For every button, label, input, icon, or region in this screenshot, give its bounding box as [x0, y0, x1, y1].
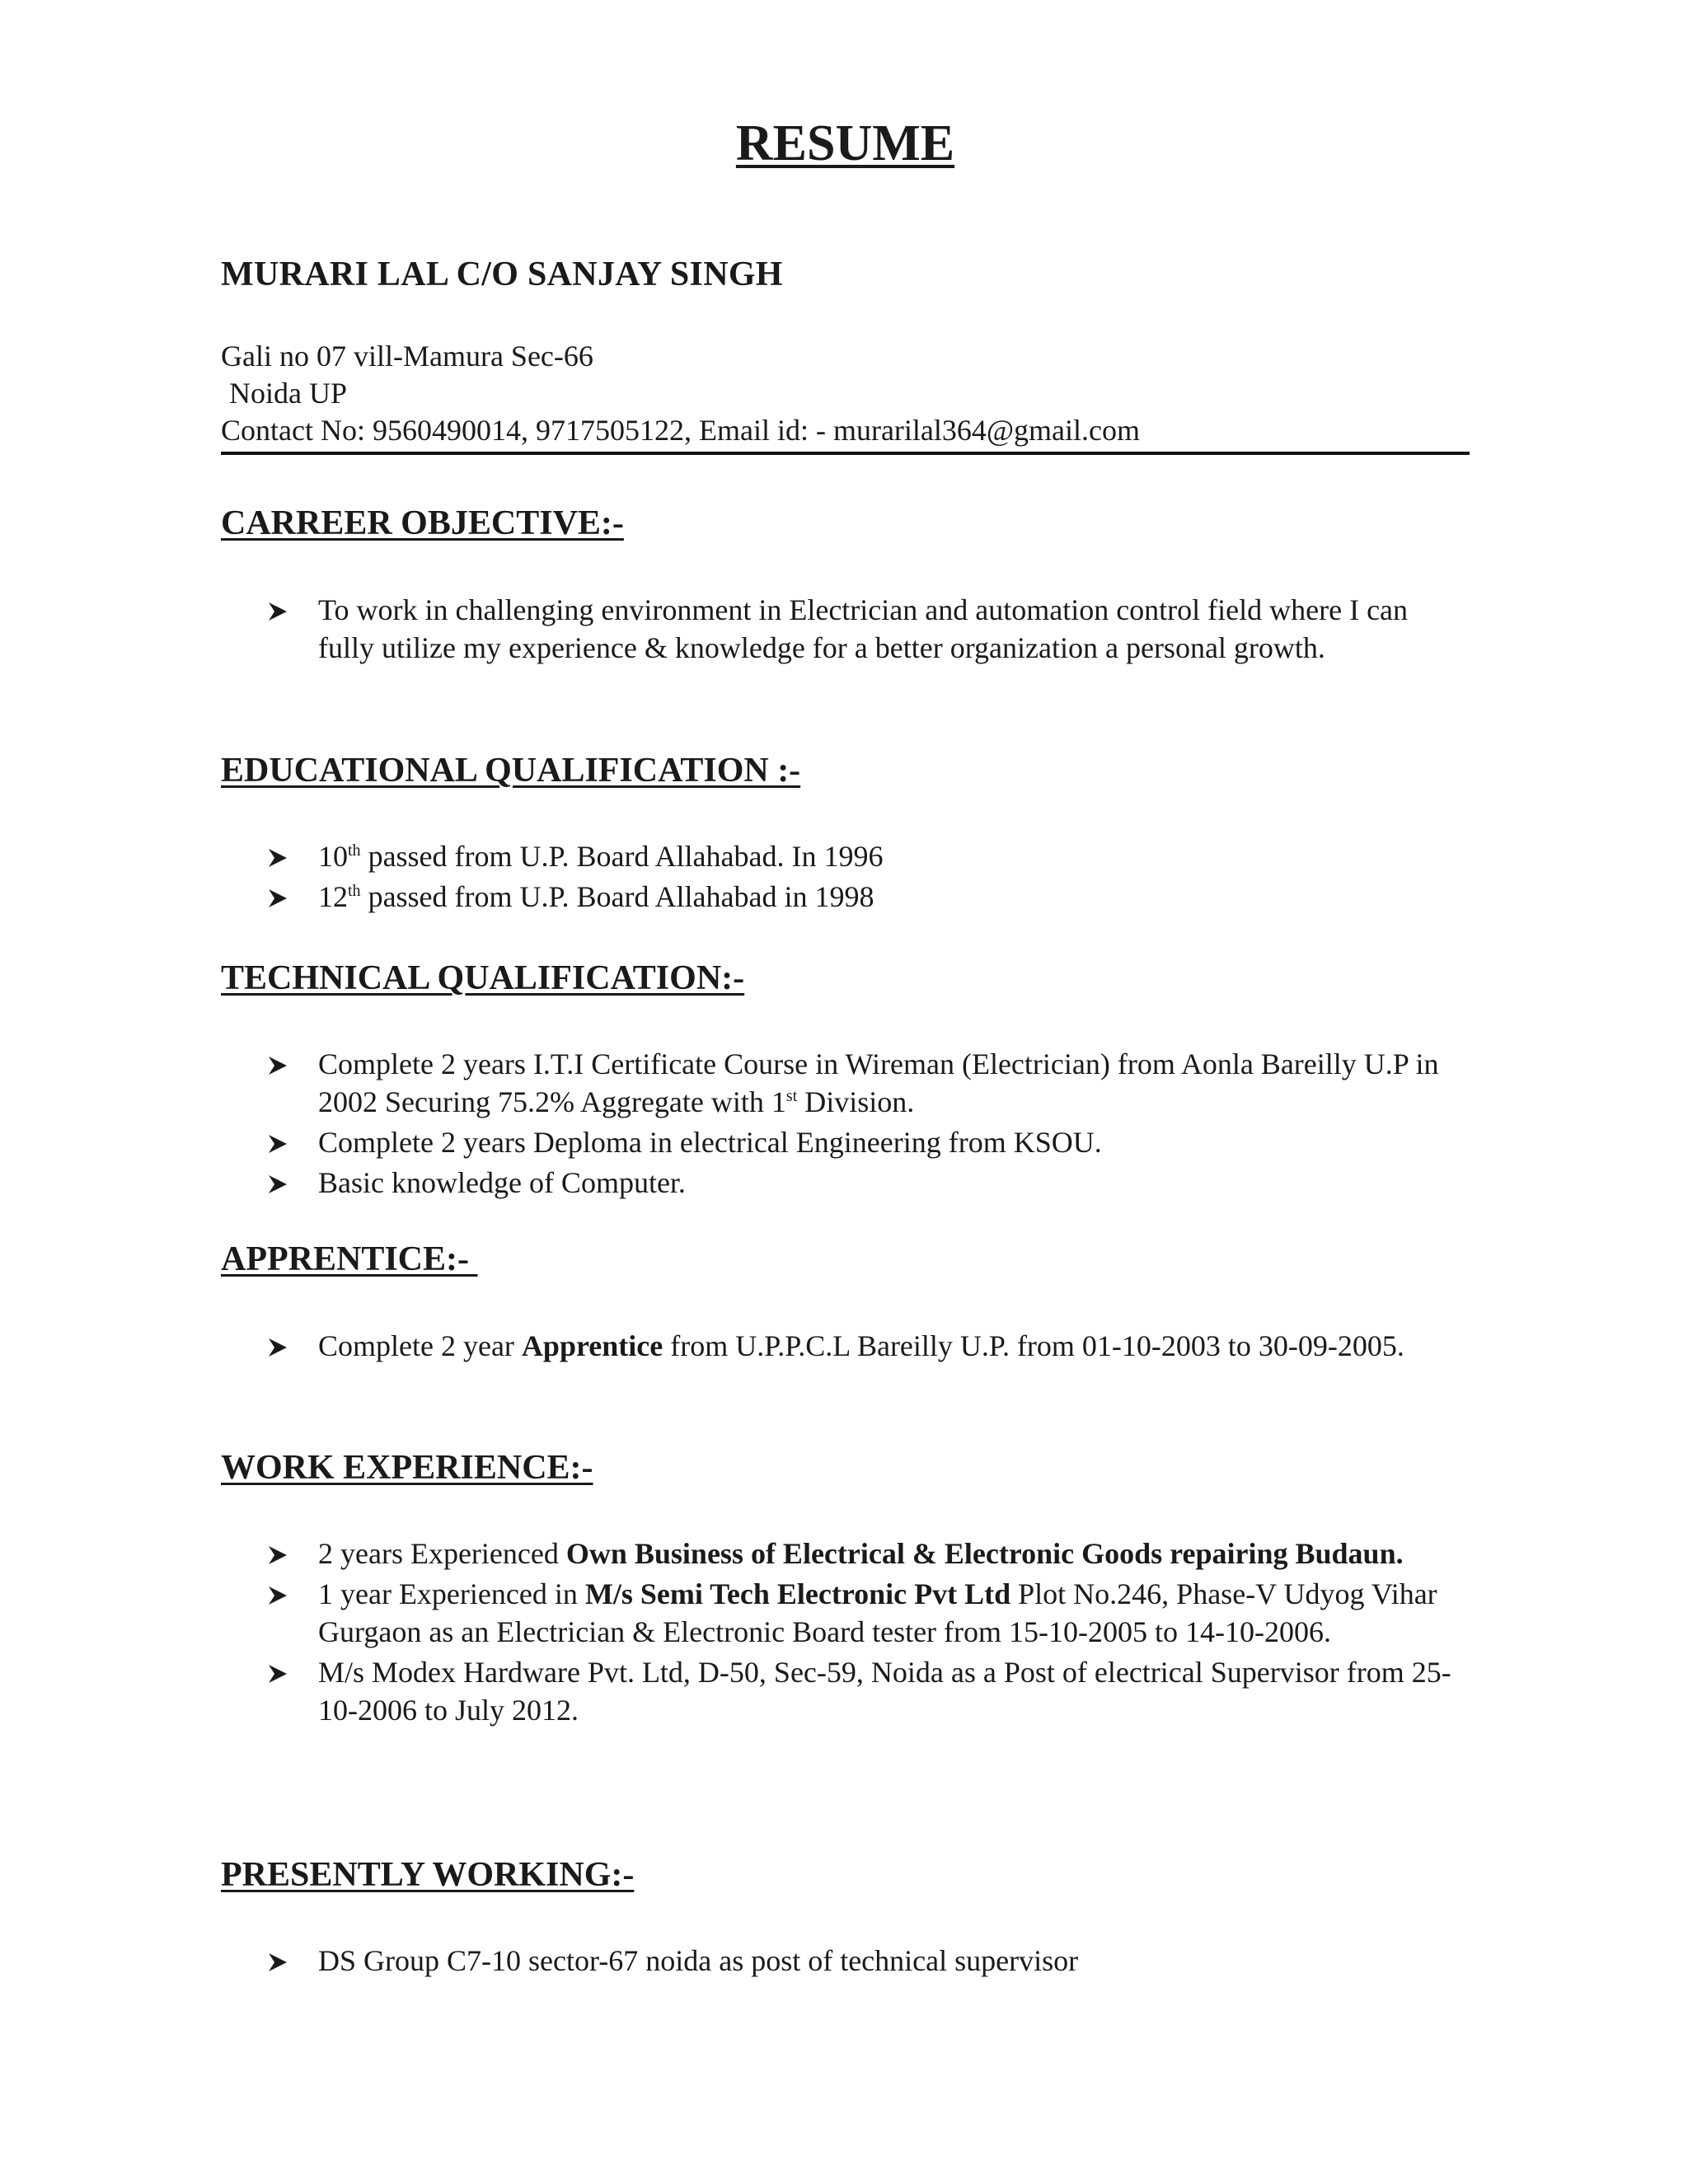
contact-label: Contact No: [221, 414, 373, 447]
education-list [221, 837, 1470, 918]
arrow-bullet-icon [267, 1055, 288, 1076]
email-label: , Email id: - [683, 414, 833, 447]
work-item: M/s Modex Hardware Pvt. Ltd, D-50, Sec-59, Noida as a Post of electrical Supervisor from 25-10-2006 to July 2012. [221, 1653, 1470, 1729]
arrow-bullet-icon [267, 1952, 288, 1973]
technical-heading: TECHNICAL QUALIFICATION:- [221, 959, 745, 997]
candidate-name: MURARI LAL C/O SANJAY SINGH [221, 255, 783, 293]
education-heading: EDUCATIONAL QUALIFICATION :- [221, 752, 801, 790]
contact-phones: 9560490014, 9717505122 [372, 414, 684, 447]
technical-item: Complete 2 years I.T.I Certificate Course in Wireman (Electrician) from Aonla Bareilly U.P in 2002 Securing 75.2% Aggregate with 1st Division. [221, 1045, 1470, 1121]
apprentice-item: Complete 2 year Apprentice from U.P.P.C.L Bareilly U.P. from 01-10-2003 to 30-09-2005. [221, 1327, 1470, 1365]
address-line-2: Noida UP [229, 377, 347, 410]
education-item: 10th passed from U.P. Board Allahabad. In 1996 [221, 837, 1470, 875]
objective-list [221, 591, 1470, 669]
present-heading: PRESENTLY WORKING:- [221, 1856, 635, 1894]
technical-item: Complete 2 years Deploma in electrical Engineering from KSOU. [221, 1123, 1470, 1161]
work-item: 1 year Experienced in M/s Semi Tech Electronic Pvt Ltd Plot No.246, Phase-V Udyog Vihar Gurgaon as an Electrician & Electronic Board tester from 15-10-2005 to 14-10-2006. [221, 1575, 1470, 1651]
arrow-bullet-icon [267, 601, 288, 622]
arrow-bullet-icon [267, 1544, 288, 1566]
apprentice-list [221, 1327, 1470, 1367]
arrow-bullet-icon [267, 847, 288, 869]
arrow-bullet-icon [267, 1337, 288, 1358]
address-line-1: Gali no 07 vill-Mamura Sec-66 [221, 340, 593, 373]
objective-heading: CARREER OBJECTIVE:- [221, 504, 624, 542]
education-item: 12th passed from U.P. Board Allahabad in 1998 [221, 878, 1470, 916]
work-list [221, 1535, 1470, 1732]
header-divider [221, 452, 1470, 455]
technical-item: Basic knowledge of Computer. [221, 1164, 1470, 1202]
technical-list [221, 1045, 1470, 1204]
arrow-bullet-icon [267, 1585, 288, 1606]
contact-line [221, 412, 1470, 449]
apprentice-heading: APPRENTICE:- [221, 1240, 478, 1278]
work-item: 2 years Experienced Own Business of Electrical & Electronic Goods repairing Budaun. [221, 1535, 1470, 1572]
arrow-bullet-icon [267, 1663, 288, 1685]
document-title: RESUME [735, 115, 955, 171]
present-list [221, 1942, 1470, 1982]
arrow-bullet-icon [267, 1174, 288, 1195]
present-item: DS Group C7-10 sector-67 noida as post of technical supervisor [221, 1942, 1470, 1980]
arrow-bullet-icon [267, 1133, 288, 1155]
arrow-bullet-icon [267, 888, 288, 909]
objective-item: To work in challenging environment in Electrician and automation control field where I can fully utilize my experience & knowledge for a better organization a personal growth. [221, 591, 1470, 667]
work-heading: WORK EXPERIENCE:- [221, 1449, 593, 1487]
address-block [221, 338, 1470, 449]
contact-email: murarilal364@gmail.com [832, 414, 1141, 447]
